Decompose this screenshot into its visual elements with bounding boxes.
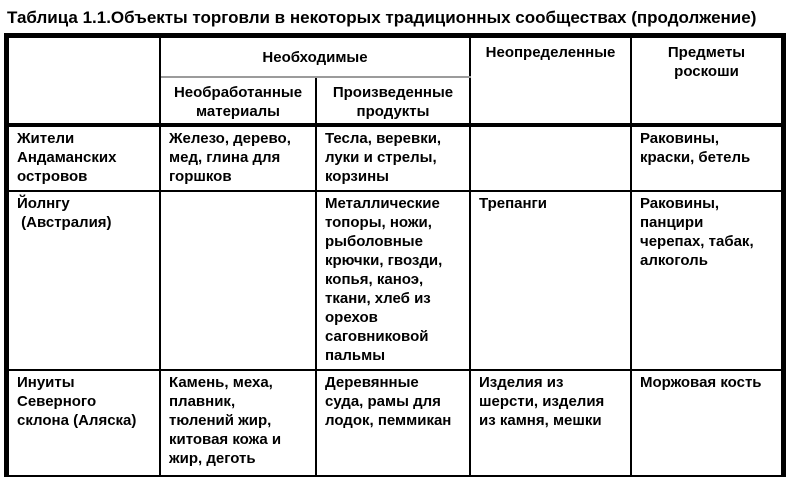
header-col-raw-materials: Необработанные материалы — [160, 77, 316, 125]
table-row — [8, 125, 782, 191]
table-body — [8, 125, 782, 476]
header-col-undefined: Неопределенные — [470, 37, 631, 125]
table-row — [8, 370, 782, 476]
cell-luxury: Моржовая кость — [631, 370, 782, 476]
table-row — [8, 191, 782, 370]
header-corner-cell — [8, 37, 160, 125]
header-group-necessary: Необходимые — [160, 37, 470, 77]
cell-raw-materials — [160, 191, 316, 370]
trade-table-grid — [7, 36, 783, 477]
cell-uncertain — [470, 125, 631, 191]
cell-society: Инуиты Северного склона (Аляска) — [8, 370, 160, 476]
trade-table — [4, 33, 786, 477]
cell-uncertain: Трепанги — [470, 191, 631, 370]
cell-raw-materials: Камень, меха, плавник, тюлений жир, китовая кожа и жир, деготь — [160, 370, 316, 476]
cell-luxury: Раковины, панцири черепах, табак, алкоголь — [631, 191, 782, 370]
cell-society: Жители Андаманских островов — [8, 125, 160, 191]
cell-uncertain: Изделия из шерсти, изделия из камня, мешки — [470, 370, 631, 476]
table-title: Таблица 1.1.Объекты торговли в некоторых традиционных сообществах (продолжение) — [7, 8, 757, 27]
cell-manufactured: Деревянные суда, рамы для лодок, пеммикан — [316, 370, 470, 476]
cell-society: Йолнгу (Австралия) — [8, 191, 160, 370]
cell-manufactured: Металлические топоры, ножи, рыболовные крючки, гвозди, копья, каноэ, ткани, хлеб из орехов саговниковой пальмы — [316, 191, 470, 370]
table-header — [8, 37, 782, 125]
header-col-manufactured: Произведенные продукты — [316, 77, 470, 125]
cell-luxury: Раковины, краски, бетель — [631, 125, 782, 191]
cell-manufactured: Тесла, веревки, луки и стрелы, корзины — [316, 125, 470, 191]
cell-raw-materials: Железо, дерево, мед, глина для горшков — [160, 125, 316, 191]
header-col-luxury: Предметы роскоши — [631, 37, 782, 125]
